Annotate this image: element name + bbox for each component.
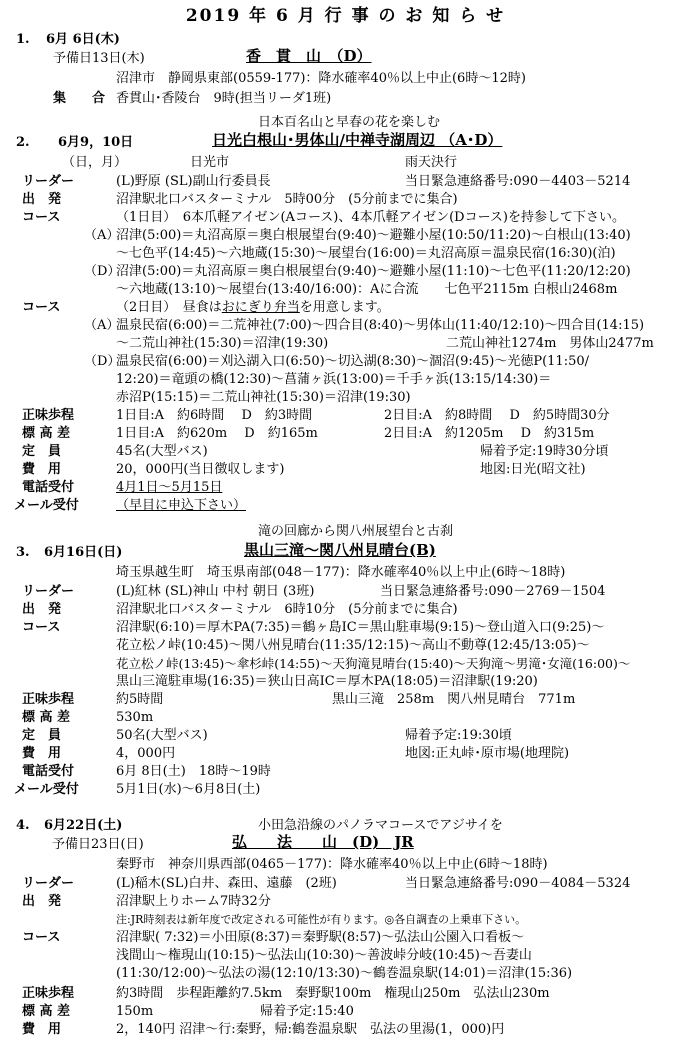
return-time: 帰着予定:15:40 (260, 1004, 354, 1019)
area-info: 沼津市 静岡県東部(0559-177)：降水確率40％以上中止(6時～12時) (116, 71, 526, 86)
elevation-label: 標 高 差 (22, 426, 71, 441)
area-info: 埼玉県越生町 埼玉県南部(048－177)：降水確率40％以上中止(6時～18時) (116, 565, 566, 580)
fee-label: 費 用 (22, 746, 62, 761)
course-day1-intro: （1日目） 6本爪軽アイゼン(Aコース)、4本爪軽アイゼン(Dコース)を持参して下さい。 (116, 210, 625, 225)
event-number: 2. (16, 135, 30, 150)
event-subtitle: 日本百名山と早春の花を楽しむ (258, 115, 441, 130)
course-day2-intro: （2日目） 昼食はおにぎり弁当を用意します。 (116, 300, 390, 315)
mail-label: メール受付 (14, 498, 79, 513)
course-label: コース (22, 930, 61, 945)
course-line: 沼津駅( 7:32)＝小田原(8:37)＝秦野駅(8:57)～弘法山公園入口看板～ (116, 930, 525, 945)
elevation-info: 150m (116, 1004, 154, 1019)
backup-date: 予備日13日(木) (53, 51, 145, 66)
area-info: 日光市 (190, 155, 230, 170)
elevation-info: 530m (116, 710, 154, 725)
phone-label: 電話受付 (22, 480, 75, 495)
emergency-phone: 当日緊急連絡番号:090－2769－1504 (380, 584, 606, 599)
timetable-note: 注:JR時刻表は新年度で改定される可能性が有ります。◎各自調査の上乗車下さい。 (116, 913, 527, 926)
depart-label: 出 発 (22, 894, 62, 909)
area-info: 秦野市 神奈川県西部(0465－177)：降水確率40％以上中止(6時～18時) (116, 857, 548, 872)
walk-info: 約5時間 (116, 692, 164, 707)
event-date: 6月22日(土) (44, 818, 123, 833)
elevation-day1: 1日目:A 約620m D 約165m (116, 426, 318, 441)
depart-info: 沼津駅上りホーム7時32分 (116, 894, 271, 909)
elevation-day2: 2日目:A 約1205m D 約315m (384, 426, 595, 441)
heights-info: 黒山三滝 258m 関八州見晴台 771m (332, 692, 576, 707)
emergency-phone: 当日緊急連絡番号:090－4084－5324 (405, 876, 631, 891)
phone-info: 4月1日～5月15日 (116, 480, 223, 495)
fee-label: 費 用 (22, 1022, 62, 1037)
course-line: ～七色平(14:45)～六地蔵(15:30)～展望台(16:00)＝丸沼高原＝温泉民宿(16:30)(泊) (116, 246, 616, 261)
course-line: 浅間山～権現山(10:15)～弘法山(10:30)～善波峠分岐(10:45)～吾妻山 (116, 948, 532, 963)
course-line: 温泉民宿(6:00)＝刈込湖入口(6:50)～切込湖(8:30)～涸沼(9:45)～光徳P(11:50/ (116, 354, 590, 369)
event-number: 3. (16, 545, 30, 560)
heights-info: 二荒山神社1274m 男体山2477m (446, 336, 654, 351)
backup-date: 予備日23日(日) (52, 837, 144, 852)
mail-label: メール受付 (14, 782, 79, 797)
event-name: 香 貫 山 （D） (246, 47, 372, 65)
course-d-mark: （D） (84, 354, 121, 369)
course-line: 温泉民宿(6:00)＝二荒神社(7:00)～四合目(8:40)～男体山(11:40/12:10)～四合目(14:15) (116, 318, 645, 333)
elevation-label: 標 高 差 (22, 1004, 71, 1019)
course-line: 沼津(5:00)＝丸沼高原＝奥白根展望台(9:40)～避難小屋(10:50/11:20)～白根山(13:40) (116, 228, 631, 243)
capacity-info: 45名(大型バス) (116, 444, 208, 459)
map-info: 地図:正丸峠･原市場(地理院) (405, 746, 570, 761)
walk-label: 正味歩程 (22, 986, 75, 1001)
course-label: コース (22, 620, 61, 635)
course-line: 12:20)＝竜頭の橋(12:30)～菖蒲ヶ浜(13:00)＝千手ヶ浜(13:15/14:30)＝ (116, 372, 552, 387)
depart-info: 沼津駅北口バスターミナル 6時10分 (5分前までに集合) (116, 602, 458, 617)
course-line: ～二荒山神社(15:30)＝沼津(19:30) (116, 336, 329, 351)
depart-info: 沼津駅北口バスターミナル 5時00分 (5分前までに集合) (116, 192, 458, 207)
fee-label: 費 用 (22, 462, 62, 477)
event-name: 弘 法 山 (D) JR (232, 833, 414, 851)
walk-day2: 2日目:A 約8時間 D 約5時間30分 (384, 408, 610, 423)
event-number: 1. (16, 32, 30, 47)
course-line: 黒山三滝駐車場(16:35)＝狭山日高IC＝厚木PA(18:05)＝沼津駅(19:20) (116, 674, 538, 689)
event-date: 6月16日(日) (44, 545, 123, 560)
fee-info: 4，000円 (116, 746, 176, 761)
course-line: ～六地蔵(13:10)～展望台(13:40/16:00)：Aに合流 七色平2115m 白根山2468m (116, 282, 618, 297)
rain-policy: 雨天決行 (405, 155, 458, 170)
course-line: 赤沼P(15:15)＝二荒山神社(15:30)＝沼津(19:30) (116, 390, 411, 405)
course-d-mark: （D） (84, 264, 121, 279)
leader-label: リーダー (22, 876, 75, 891)
map-info: 地図:日光(昭文社) (480, 462, 586, 477)
phone-label: 電話受付 (22, 764, 75, 779)
course-a-mark: （A） (84, 228, 120, 243)
event-name: 日光白根山･男体山/中禅寺湖周辺 （A･D） (212, 131, 503, 149)
leader-info: (L)稲木(SL)白井、森田、遠藤 (2班) (116, 876, 337, 891)
capacity-label: 定 員 (22, 444, 62, 459)
gather-info: 香貫山･香陵台 9時(担当リーダ1班) (116, 91, 332, 106)
emergency-phone: 当日緊急連絡番号:090－4403－5214 (405, 174, 631, 189)
walk-label: 正味歩程 (22, 692, 75, 707)
course-line: 沼津駅(6:10)＝厚木PA(7:35)＝鶴ヶ島IC＝黒山駐車場(9:15)～登山道入口(9:25)～ (116, 620, 605, 635)
fee-info: 2，140円 沼津～行:秦野，帰:鶴巻温泉駅 弘法の里湯(1，000)円 (116, 1022, 505, 1037)
course-line: 花立松ノ峠(13:45)～傘杉峠(14:55)～天狗滝見晴台(15:40)～天狗滝～男滝･女滝(16:00)～ (116, 656, 631, 671)
event-date: 6月9，10日 (58, 135, 134, 150)
course-a-mark: （A） (84, 318, 120, 333)
mail-info: 5月1日(水)～6月8日(土) (116, 782, 261, 797)
event-subtitle: 滝の回廊から関八州展望台と古刹 (258, 524, 454, 539)
return-time: 帰着予定:19:30頃 (405, 728, 512, 743)
course-line: (11:30/12:00)～弘法の湯(12:10/13:30)～鶴巻温泉駅(14:01)＝沼津(15:36) (116, 966, 573, 981)
event-date: 6月 6日(木) (46, 32, 120, 47)
course-line: 花立松ノ峠(10:45)～関八州見晴台(11:35/12:15)～高山不動尊(12:45/13:05)～ (116, 638, 590, 653)
capacity-info: 50名(大型バス) (116, 728, 208, 743)
event-number: 4. (16, 818, 30, 833)
event-days: （日，月） (62, 155, 128, 170)
elevation-label: 標 高 差 (22, 710, 71, 725)
walk-day1: 1日目:A 約6時間 D 約3時間 (116, 408, 313, 423)
walk-label: 正味歩程 (22, 408, 75, 423)
walk-info: 約3時間 歩程距離約7.5km 秦野駅100m 権現山250m 弘法山230m (116, 986, 550, 1001)
course-line: 沼津(5:00)＝丸沼高原＝奥白根展望台(9:40)～避難小屋(11:10)～七色平(11:20/12:20) (116, 264, 631, 279)
mail-info: （早目に申込下さい） (116, 498, 247, 513)
course-label: コース (22, 210, 61, 225)
event-name: 黒山三滝～関八州見晴台(B) (244, 541, 436, 559)
leader-info: (L)野原 (SL)副山行委員長 (116, 174, 271, 189)
leader-label: リーダー (22, 584, 75, 599)
event-subtitle: 小田急沿線のパノラマコースでアジサイを (258, 818, 503, 833)
gather-label: 集 合 (53, 91, 106, 106)
return-time: 帰着予定:19時30分頃 (480, 444, 609, 459)
fee-info: 20，000円(当日徴収します) (116, 462, 285, 477)
page-title: 2019 年 6 月 行 事 の お 知 ら せ (185, 6, 506, 26)
depart-label: 出 発 (22, 192, 62, 207)
capacity-label: 定 員 (22, 728, 62, 743)
course-label: コース (22, 300, 61, 315)
leader-label: リーダー (22, 174, 75, 189)
leader-info: (L)紅林 (SL)神山 中村 朝日 (3班) (116, 584, 315, 599)
depart-label: 出 発 (22, 602, 62, 617)
phone-info: 6月 8日(土) 18時～19時 (116, 764, 271, 779)
